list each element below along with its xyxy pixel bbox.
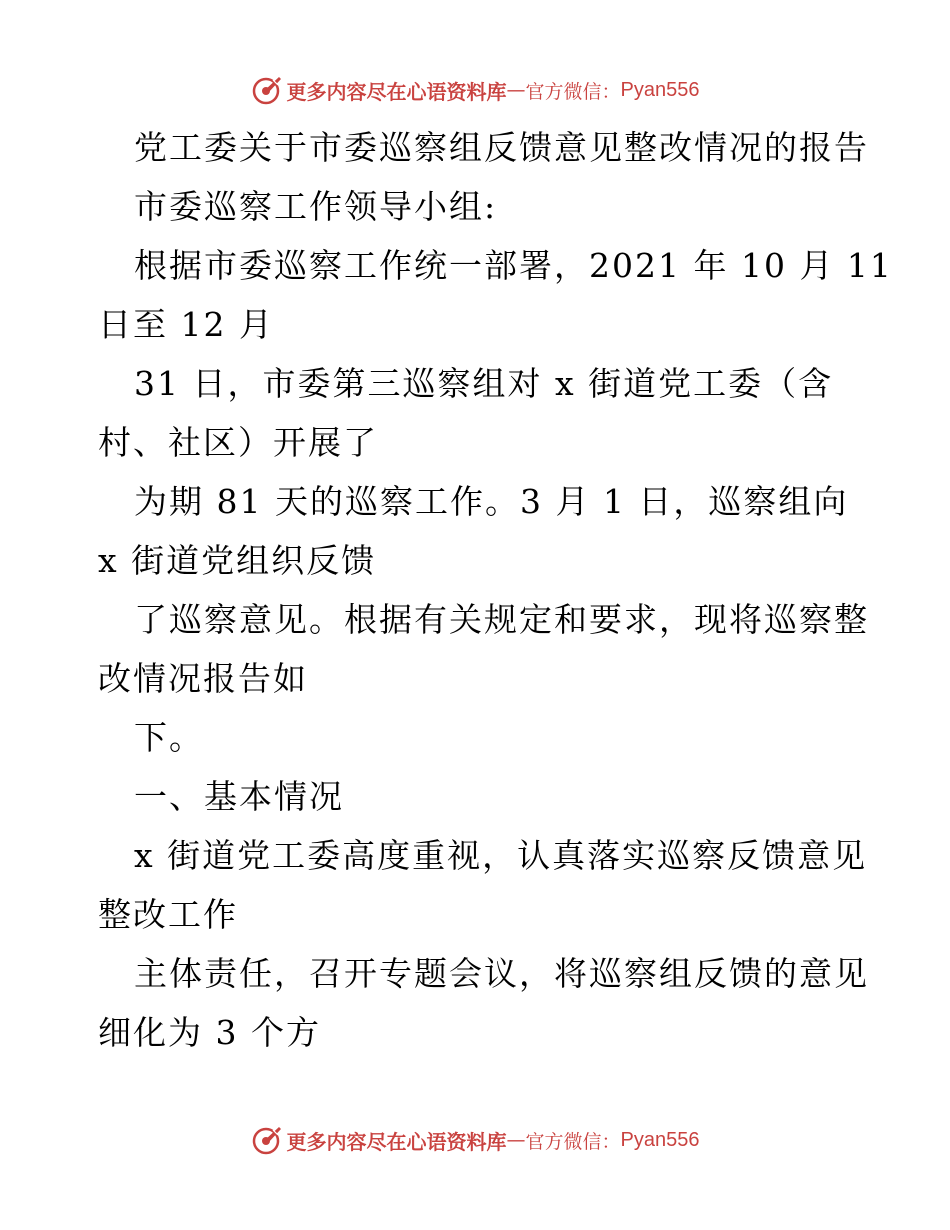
text-line: 主体责任，召开专题会议，将巡察组反馈的意见 <box>134 954 869 993</box>
watermark-wechat-id: Pyan556 <box>620 1128 700 1151</box>
text-line: 市委巡察工作领导小组: <box>134 187 498 226</box>
watermark-inner <box>251 1124 700 1156</box>
text-line: 改情况报告如 <box>98 659 308 698</box>
text-line: 整改工作 <box>98 895 238 934</box>
quill-logo-icon <box>251 74 283 106</box>
watermark-text: 更多内容尽在心语资料库 <box>286 1129 507 1154</box>
text-line: 为期 81 天的巡察工作。3 月 1 日，巡察组向 <box>134 482 849 521</box>
watermark-inner <box>251 74 700 106</box>
watermark-separator: — <box>506 79 526 101</box>
text-line: 根据市委巡察工作统一部署，2021 年 10 月 11 <box>134 246 893 285</box>
watermark-separator: — <box>506 1129 526 1151</box>
text-line: x 街道党组织反馈 <box>98 541 377 580</box>
text-line: 日至 12 月 <box>98 305 274 344</box>
watermark-wechat-id: Pyan556 <box>620 78 700 101</box>
text-line: x 街道党工委高度重视，认真落实巡察反馈意见 <box>134 836 868 875</box>
quill-logo-icon <box>251 1124 283 1156</box>
document-body <box>98 118 893 1062</box>
text-line: 下。 <box>134 718 204 757</box>
watermark-text: 更多内容尽在心语资料库 <box>286 79 507 104</box>
header-watermark <box>0 70 950 110</box>
text-line: 细化为 3 个方 <box>98 1013 321 1052</box>
text-line: 村、社区）开展了 <box>98 423 378 462</box>
text-line: 一、基本情况 <box>134 777 344 816</box>
text-line: 党工委关于市委巡察组反馈意见整改情况的报告 <box>134 128 869 167</box>
watermark-wechat-label: 官方微信： <box>525 1130 621 1153</box>
text-line: 31 日，市委第三巡察组对 x 街道党工委（含 <box>134 364 834 403</box>
text-line: 了巡察意见。根据有关规定和要求，现将巡察整 <box>134 600 869 639</box>
watermark-wechat-label: 官方微信： <box>525 80 621 103</box>
footer-watermark <box>0 1120 950 1160</box>
